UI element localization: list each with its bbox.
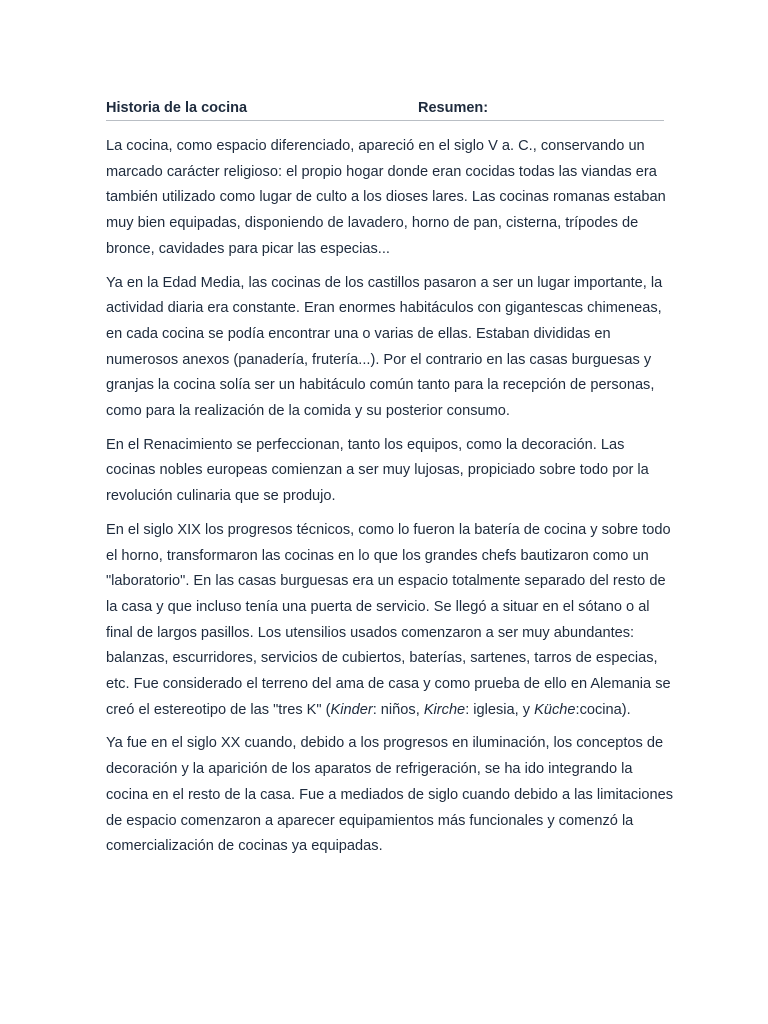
term-kinder: Kinder [330, 701, 373, 718]
paragraph-text: En el siglo XIX los progresos técnicos, como lo fueron la batería de cocina y sobre todo el horno, transformaron las cocinas en lo que los grandes chefs bautizaron como un "laboratorio". En las casas burguesas era un espacio totalmente separado del resto de la casa y que incluso tenía una puerta de servicio. Se llegó a situar en el sótano o al final de largos pasillos. Los utensilios usados comenzaron a ser muy abundantes: balanzas, escurridores, servicios de cubiertos, baterías, sartenes, tarros de especias, etc. Fue considerado el terreno del ama de casa y como prueba de ello en Alemania se creó el estereotipo de las "tres K" ( [106, 521, 671, 718]
document-body [106, 134, 676, 868]
document-header [106, 99, 664, 121]
gloss-kuche: :cocina). [575, 701, 631, 718]
paragraph-classical-antiquity: La cocina, como espacio diferenciado, apareció en el siglo V a. C., conservando un marcado carácter religioso: el propio hogar donde eran cocidas todas las viandas era también utilizado como lugar de culto a los dioses lares. Las cocinas romanas estaban muy bien equipadas, disponiendo de lavadero, horno de pan, cisterna, trípodes de bronce, cavidades para picar las especias... [106, 138, 666, 257]
document-title: Historia de la cocina [106, 100, 248, 116]
paragraph-twentieth-century: Ya fue en el siglo XX cuando, debido a los progresos en iluminación, los conceptos de decoración y la aparición de los aparatos de refrigeración, se ha ido integrando la cocina en el resto de la casa. Fue a mediados de siglo cuando debido a las limitaciones de espacio comenzaron a aparecer equipamientos más funcionales y comenzó la comercialización de cocinas ya equipadas. [106, 735, 674, 855]
term-kuche: Küche [534, 701, 576, 718]
paragraph-renaissance: En el Renacimiento se perfeccionan, tanto los equipos, como la decoración. Las cocinas nobles europeas comienzan a ser muy lujosas, propiciado sobre todo por la revolución culinaria que se produjo. [106, 436, 649, 505]
gloss-kinder: : niños, [372, 701, 424, 718]
term-kirche: Kirche [423, 701, 466, 718]
summary-label: Resumen: [418, 100, 489, 116]
gloss-kirche: : iglesia, y [465, 701, 535, 718]
paragraph-nineteenth-century [106, 518, 676, 724]
paragraph-middle-ages: Ya en la Edad Media, las cocinas de los castillos pasaron a ser un lugar importante, la actividad diaria era constante. Eran enormes habitáculos con gigantescas chimeneas, en cada cocina se podía encontrar una o varias de ellas. Estaban divididas en numerosos anexos (panadería, frutería...). Por el contrario en las casas burguesas y granjas la cocina solía ser un habitáculo común tanto para la recepción de personas, como para la realización de la comida y su posterior consumo. [106, 274, 663, 420]
